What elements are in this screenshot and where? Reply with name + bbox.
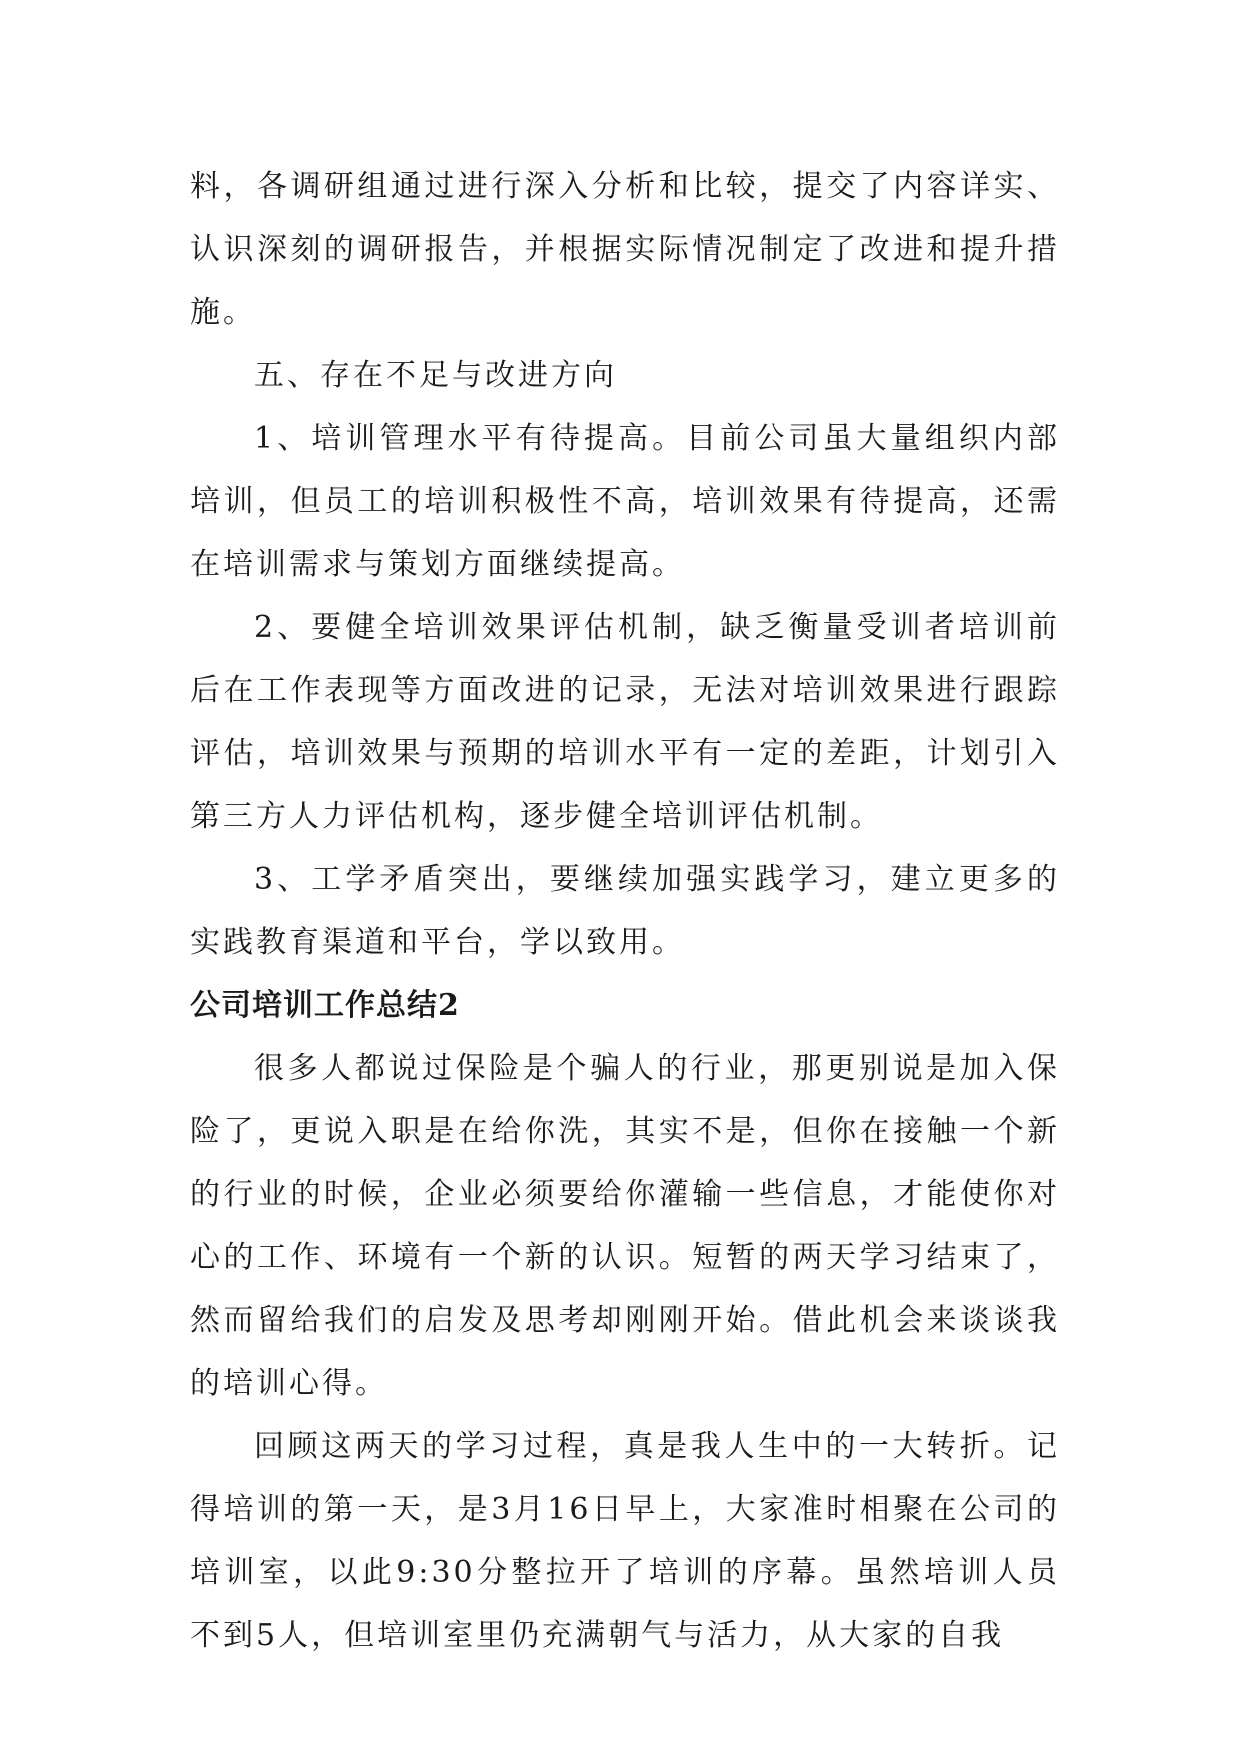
document-page xyxy=(190,155,1060,1667)
heading-shortcomings: 五、存在不足与改进方向 xyxy=(254,358,617,393)
paragraph-review: 回顾这两天的学习过程，真是我人生中的一大转折。记得培训的第一天，是3月16日早上，大家准时相聚在公司的培训室，以此9:30分整拉开了培训的序幕。虽然培训人员不到5人，但培训室里仍充满朝气与活力，从大家的自我 xyxy=(190,1429,1060,1653)
paragraph-point-3: 3、工学矛盾突出，要继续加强实践学习，建立更多的实践教育渠道和平台，学以致用。 xyxy=(190,862,1060,960)
section-title: 公司培训工作总结2 xyxy=(190,988,460,1023)
paragraph-intro: 很多人都说过保险是个骗人的行业，那更别说是加入保险了，更说入职是在给你洗，其实不是，但你在接触一个新的行业的时候，企业必须要给你灌输一些信息，才能使你对心的工作、环境有一个新的认识。短暂的两天学习结束了，然而留给我们的启发及思考却刚刚开始。借此机会来谈谈我的培训心得。 xyxy=(190,1051,1060,1401)
paragraph-point-2: 2、要健全培训效果评估机制，缺乏衡量受训者培训前后在工作表现等方面改进的记录，无法对培训效果进行跟踪评估，培训效果与预期的培训水平有一定的差距，计划引入第三方人力评估机构，逐步健全培训评估机制。 xyxy=(190,610,1060,834)
paragraph-continued: 料，各调研组通过进行深入分析和比较，提交了内容详实、认识深刻的调研报告，并根据实际情况制定了改进和提升措施。 xyxy=(190,169,1060,330)
paragraph-point-1: 1、培训管理水平有待提高。目前公司虽大量组织内部培训，但员工的培训积极性不高，培训效果有待提高，还需在培训需求与策划方面继续提高。 xyxy=(190,421,1060,582)
